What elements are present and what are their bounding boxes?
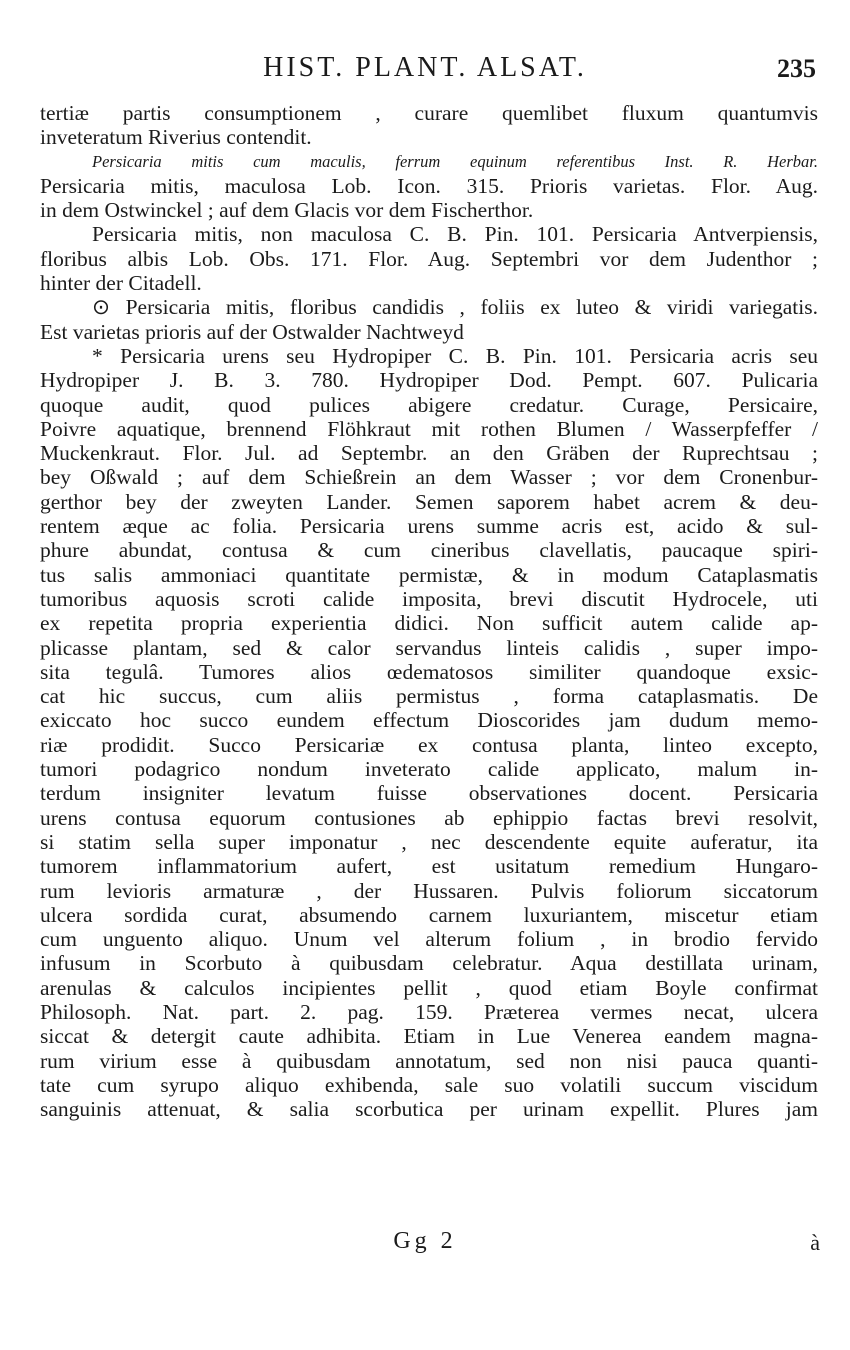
- text-line: arenulas & calculos incipientes pellit , quod etiam Boyle confirmat: [40, 975, 818, 1000]
- text-line: cum unguento aliquo. Unum vel alterum folium , in brodio fervido: [40, 927, 818, 952]
- text-line: urens contusa equorum contusiones ab ephippio factas brevi resolvit,: [40, 805, 818, 830]
- text-line: Muckenkraut. Flor. Jul. ad Septembr. an den Gräben der Ruprechtsau ;: [40, 441, 818, 466]
- text-line: rum virium esse à quibusdam annotatum, sed non nisi pauca quanti-: [40, 1048, 818, 1073]
- text-line: Philosoph. Nat. part. 2. pag. 159. Præterea vermes necat, ulcera: [40, 999, 818, 1024]
- text-line: gerthor bey der zweyten Lander. Semen saporem habet acrem & deu-: [40, 489, 818, 514]
- synonym-line: Persicaria mitis cum maculis, ferrum equinum referentibus Inst. R. Herbar.: [92, 151, 818, 171]
- text-line: tate cum syrupo aliquo exhibenda, sale suo volatili succum viscidum: [40, 1072, 818, 1097]
- text-line: Poivre aquatique, brennend Flöhkraut mit rothen Blumen / Wasserpfeffer /: [40, 416, 818, 441]
- text-line: Persicaria mitis, maculosa Lob. Icon. 315. Prioris varietas. Flor. Aug.: [40, 173, 818, 198]
- signature-mark: Gg 2: [393, 1228, 457, 1254]
- page-footer: [0, 1228, 850, 1258]
- text-line: * Persicaria urens seu Hydropiper C. B. Pin. 101. Persicaria acris seu: [92, 343, 818, 368]
- text-line: tumorem inflammatorium aufert, est usitatum remedium Hungaro-: [40, 854, 818, 879]
- text-line: rentem æque ac folia. Persicaria urens summe acris est, acido & sul-: [40, 514, 818, 539]
- text-line: tumoribus aquosis scroti calide imposita, brevi discutit Hydrocele, uti: [40, 586, 818, 611]
- text-line: phure abundat, contusa & cum cineribus clavellatis, paucaque spiri-: [40, 538, 818, 563]
- text-line: Hydropiper J. B. 3. 780. Hydropiper Dod. Pempt. 607. Pulicaria: [40, 368, 818, 393]
- text-line: ex repetita propria experientia didici. Non sufficit autem calide ap-: [40, 611, 818, 636]
- text-line: ⊙ Persicaria mitis, floribus candidis , foliis ex luteo & viridi variegatis.: [92, 295, 818, 320]
- text-line: si statim sella super imponatur , nec descendente equite auferatur, ita: [40, 829, 818, 854]
- text-line: in dem Ostwinckel ; auf dem Glacis vor dem Fischerthor.: [40, 198, 534, 223]
- text-line: cat hic succus, cum aliis permistus , forma cataplasmatis. De: [40, 684, 818, 709]
- text-line: floribus albis Lob. Obs. 171. Flor. Aug. Septembri vor dem Judenthor ;: [40, 246, 818, 271]
- text-line: infusum in Scorbuto à quibusdam celebratur. Aqua destillata urinam,: [40, 951, 818, 976]
- text-body: [40, 101, 818, 1121]
- text-line: rum levioris armaturæ , der Hussaren. Pulvis foliorum siccatorum: [40, 878, 818, 903]
- text-line: plicasse plantam, sed & calor servandus linteis calidis , super impo-: [40, 635, 818, 660]
- text-line: siccat & detergit caute adhibita. Etiam in Lue Venerea eandem magna-: [40, 1024, 818, 1049]
- page-header: [0, 52, 850, 86]
- text-line: tumori podagrico nondum inveterato calide applicato, malum in-: [40, 757, 818, 782]
- text-line: riæ prodidit. Succo Persicariæ ex contusa planta, linteo excepto,: [40, 732, 818, 757]
- text-line: inveteratum Riverius contendit.: [40, 125, 312, 150]
- text-line: terdum insigniter levatum fuisse observationes docent. Persicaria: [40, 781, 818, 806]
- text-line: Est varietas prioris auf der Ostwalder Nachtweyd: [40, 319, 464, 344]
- text-line: ulcera sordida curat, absumendo carnem luxuriantem, miscetur etiam: [40, 902, 818, 927]
- text-line: tus salis ammoniaci quantitate permistæ, & in modum Cataplasmatis: [40, 562, 818, 587]
- text-line: quoque audit, quod pulices abigere credatur. Curage, Persicaire,: [40, 392, 818, 417]
- text-line: hinter der Citadell.: [40, 271, 202, 296]
- page-number: 235: [777, 54, 816, 83]
- text-line: tertiæ partis consumptionem , curare quemlibet fluxum quantumvis: [40, 101, 818, 125]
- text-line: Persicaria mitis, non maculosa C. B. Pin. 101. Persicaria Antverpiensis,: [92, 222, 818, 247]
- running-title: HIST. PLANT. ALSAT.: [263, 52, 587, 83]
- text-line: sanguinis attenuat, & salia scorbutica per urinam expellit. Plures jam: [40, 1097, 818, 1122]
- text-line: bey Oßwald ; auf dem Schießrein an dem Wasser ; vor dem Cronenbur-: [40, 465, 818, 490]
- catchword: à: [810, 1230, 820, 1255]
- text-line: exiccato hoc succo eundem effectum Dioscorides jam dudum memo-: [40, 708, 818, 733]
- text-line: sita tegulâ. Tumores alios œdematosos similiter quandoque exsic-: [40, 659, 818, 684]
